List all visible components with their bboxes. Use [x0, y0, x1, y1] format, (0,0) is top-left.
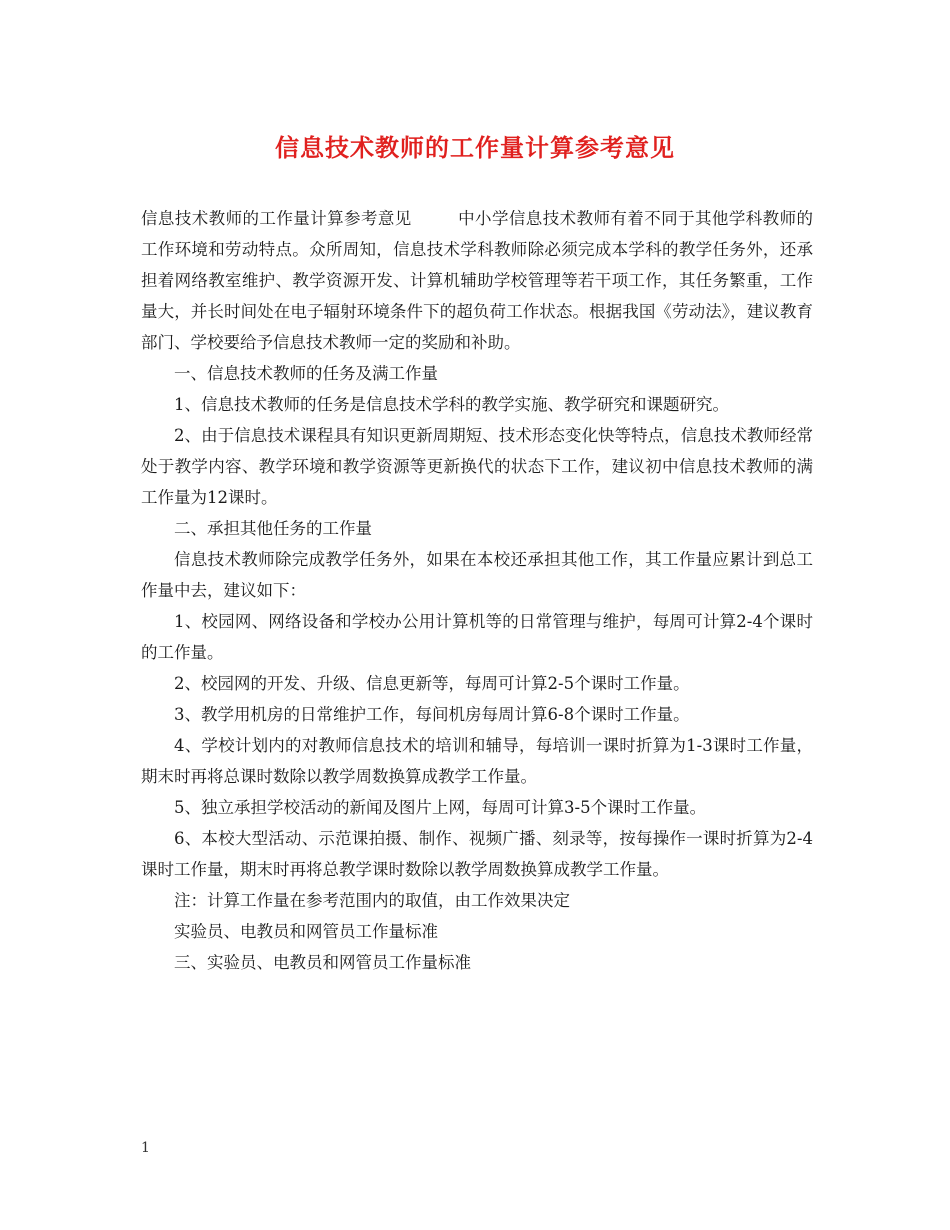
intro-paragraph: [141, 203, 813, 358]
section-heading-2: 二、承担其他任务的工作量: [174, 519, 372, 538]
paragraph-item: 信息技术教师除完成教学任务外，如果在本校还承担其他工作，其工作量应累计到总工作量中去，建议如下：: [141, 550, 813, 600]
paragraph-item: 2、校园网的开发、升级、信息更新等，每周可计算2-5个课时工作量。: [174, 674, 690, 693]
note-paragraph: 注：计算工作量在参考范围内的取值，由工作效果决定: [174, 891, 570, 910]
section-heading-3: 三、实验员、电教员和网管员工作量标准: [174, 953, 471, 972]
document-title: 信息技术教师的工作量计算参考意见: [275, 133, 675, 162]
paragraph-item: 6、本校大型活动、示范课拍摄、制作、视频广播、刻录等，按每操作一课时折算为2-4课时工作量，期末时再将总教学课时数除以教学周数换算成教学工作量。: [141, 829, 813, 879]
document-body: [141, 203, 813, 978]
page-number: 1: [141, 1140, 150, 1156]
paragraph-item: 5、独立承担学校活动的新闻及图片上网，每周可计算3-5个课时工作量。: [174, 798, 707, 817]
intro-rest: 中小学信息技术教师有着不同于其他学科教师的工作环境和劳动特点。众所周知，信息技术学科教师除必须完成本学科的教学任务外，还承担着网络教室维护、教学资源开发、计算机辅助学校管理等若干项工作，其任务繁重，工作量大，并长时间处在电子辐射环境条件下的超负荷工作状态。根据我国《劳动法》，建议教育部门、学校要给予信息技术教师一定的奖励和补助。: [141, 209, 814, 352]
paragraph-item: 1、校园网、网络设备和学校办公用计算机等的日常管理与维护，每周可计算2-4个课时的工作量。: [141, 612, 813, 662]
section-heading-1: 一、信息技术教师的任务及满工作量: [174, 364, 438, 383]
paragraph-item: 4、学校计划内的对教师信息技术的培训和辅导，每培训一课时折算为1-3课时工作量，期末时再将总课时数除以教学周数换算成教学工作量。: [141, 736, 813, 786]
intro-lead: 信息技术教师的工作量计算参考意见: [141, 209, 412, 228]
paragraph-item: 1、信息技术教师的任务是信息技术学科的教学实施、教学研究和课题研究。: [174, 395, 729, 414]
paragraph-item: 2、由于信息技术课程具有知识更新周期短、技术形态变化快等特点，信息技术教师经常处于教学内容、教学环境和教学资源等更新换代的状态下工作，建议初中信息技术教师的满工作量为12课时。: [141, 426, 813, 507]
paragraph-item: 实验员、电教员和网管员工作量标准: [174, 922, 438, 941]
paragraph-item: 3、教学用机房的日常维护工作，每间机房每周计算6-8个课时工作量。: [174, 705, 690, 724]
